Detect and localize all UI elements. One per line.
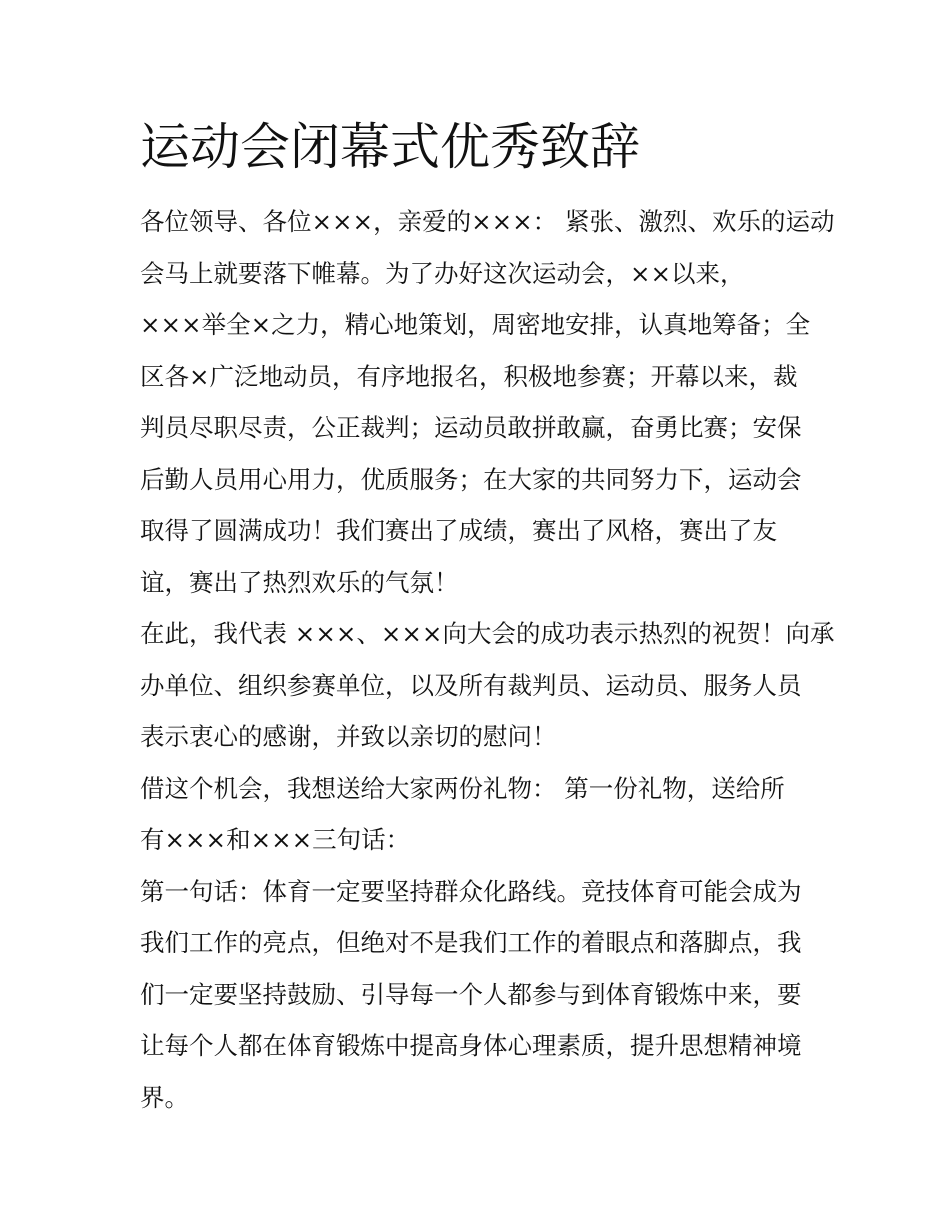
text-line: 取得了圆满成功！我们赛出了成绩，赛出了风格，赛出了友	[140, 516, 777, 545]
paragraph-first-sentence	[140, 866, 820, 1124]
text-line: 判员尽职尽责，公正裁判；运动员敢拼敢赢，奋勇比赛；安保	[140, 413, 802, 442]
paragraph-gifts	[140, 763, 820, 866]
text-line: 会马上就要落下帷幕。为了办好这次运动会，××以来，	[140, 258, 745, 288]
document-body	[140, 196, 835, 1123]
text-line: 谊，赛出了热烈欢乐的气氛！	[140, 567, 459, 597]
text-line: 们一定要坚持鼓励、引导每一个人都参与到体育锻炼中来，要	[140, 979, 802, 1009]
paragraph-congratulations	[140, 608, 835, 763]
text-line: 界。	[140, 1082, 189, 1112]
document-title: 运动会闭幕式优秀致辞	[140, 118, 640, 176]
text-line: 我们工作的亮点，但绝对不是我们工作的着眼点和落脚点，我	[140, 928, 802, 957]
text-line: 办单位、组织参赛单位，以及所有裁判员、运动员、服务人员	[140, 670, 802, 700]
paragraph-opening	[140, 196, 835, 608]
text-line: 表示衷心的感谢，并致以亲切的慰问！	[140, 722, 557, 751]
text-line: 第一句话：体育一定要坚持群众化路线。竞技体育可能会成为	[140, 876, 802, 906]
text-line: 在此，我代表 ×××、×××向大会的成功表示热烈的祝贺！向承	[140, 619, 835, 648]
text-line: 区各×广泛地动员，有序地报名，积极地参赛；开幕以来，裁	[140, 361, 798, 391]
text-line: 各位领导、各位×××，亲爱的×××： 紧张、激烈、欢乐的运动	[140, 207, 835, 236]
text-line: 借这个机会，我想送给大家两份礼物： 第一份礼物，送给所	[140, 773, 785, 803]
text-line: 后勤人员用心用力，优质服务；在大家的共同努力下，运动会	[140, 464, 802, 494]
text-line: 让每个人都在体育锻炼中提高身体心理素质，提升思想精神境	[140, 1031, 802, 1060]
text-line: 有×××和×××三句话：	[140, 825, 411, 854]
text-line: ×××举全×之力，精心地策划，周密地安排，认真地筹备；全	[140, 310, 811, 339]
